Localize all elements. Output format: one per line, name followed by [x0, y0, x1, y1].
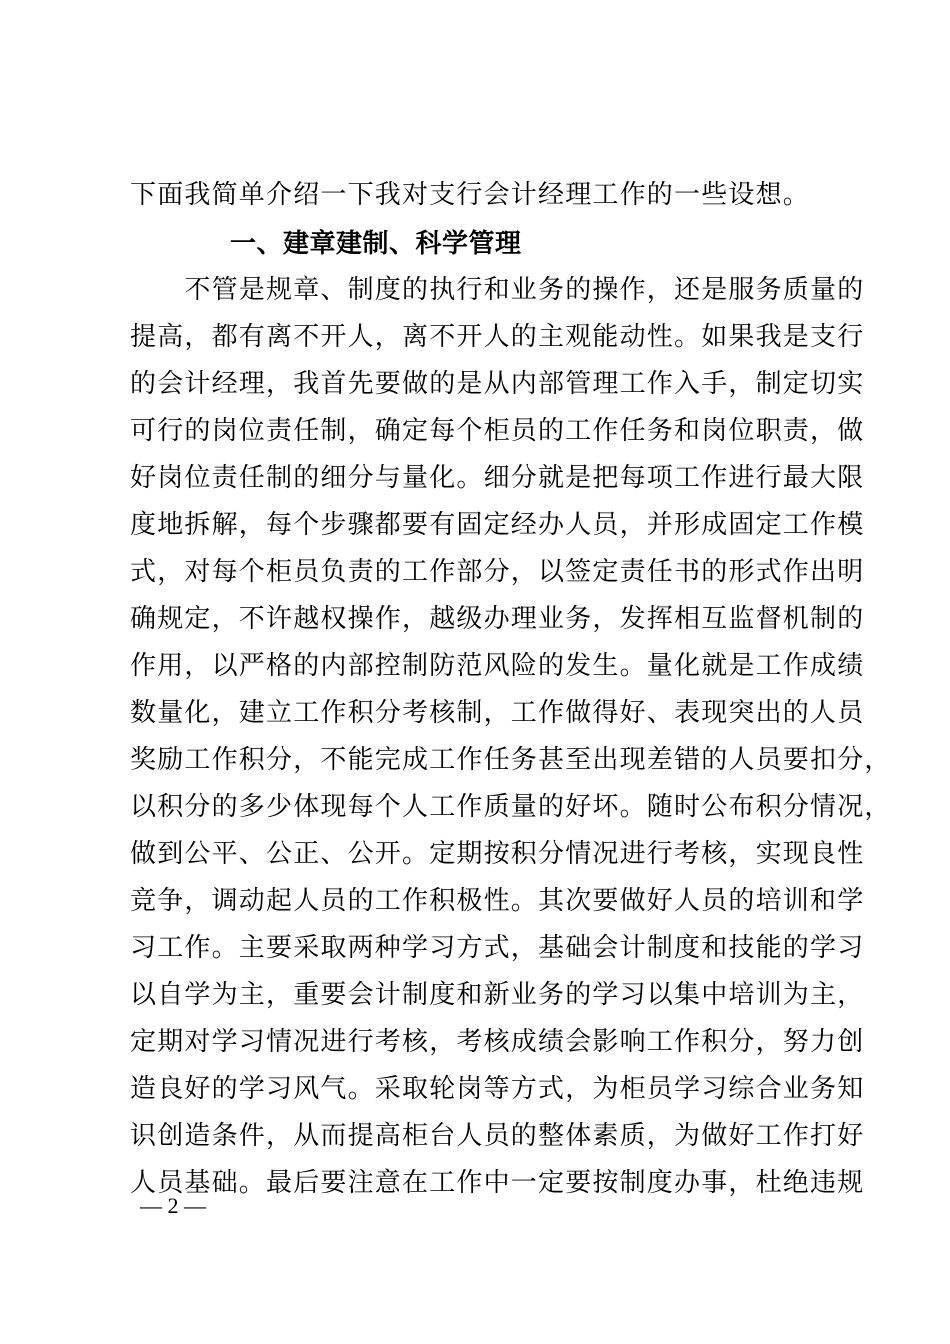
paragraph-line: 可行的岗位责任制，确定每个柜员的工作任务和岗位职责，做: [130, 416, 865, 446]
paragraph-line: 好岗位责任制的细分与量化。细分就是把每项工作进行最大限: [130, 463, 865, 493]
section-heading: 一、建章建制、科学管理: [230, 229, 522, 259]
paragraph-line: 度地拆解，每个步骤都要有固定经办人员，并形成固定工作模: [130, 510, 865, 540]
paragraph-line: 数量化，建立工作积分考核制，工作做得好、表现突出的人员: [130, 698, 865, 728]
paragraph-line: 以积分的多少体现每个人工作质量的好坏。随时公布积分情况，: [130, 792, 892, 822]
paragraph-line: 确规定，不许越权操作，越级办理业务，发挥相互监督机制的: [130, 604, 865, 634]
paragraph-line: 竞争，调动起人员的工作积极性。其次要做好人员的培训和学: [130, 886, 865, 916]
paragraph-line: 以自学为主，重要会计制度和新业务的学习以集中培训为主，: [130, 980, 865, 1010]
paragraph-line: 奖励工作积分，不能完成工作任务甚至出现差错的人员要扣分，: [130, 745, 892, 775]
paragraph-line: 式，对每个柜员负责的工作部分，以签定责任书的形式作出明: [130, 557, 865, 587]
paragraph-line: 定期对学习情况进行考核，考核成绩会影响工作积分，努力创: [130, 1027, 865, 1057]
paragraph-line: 造良好的学习风气。采取轮岗等方式，为柜员学习综合业务知: [130, 1074, 865, 1104]
paragraph-line: 不管是规章、制度的执行和业务的操作，还是服务质量的: [130, 275, 865, 305]
paragraph-line: 识创造条件，从而提高柜台人员的整体素质，为做好工作打好: [130, 1121, 865, 1151]
paragraph-line: 作用，以严格的内部控制防范风险的发生。量化就是工作成绩: [130, 651, 865, 681]
paragraph-line: 习工作。主要采取两种学习方式，基础会计制度和技能的学习: [130, 933, 865, 963]
paragraph-line: 的会计经理，我首先要做的是从内部管理工作入手，制定切实: [130, 369, 865, 399]
paragraph-line: 做到公平、公正、公开。定期按积分情况进行考核，实现良性: [130, 839, 865, 869]
paragraph-line: 人员基础。最后要注意在工作中一定要按制度办事，杜绝违规: [130, 1168, 865, 1198]
paragraph-line: 提高，都有离不开人，离不开人的主观能动性。如果我是支行: [130, 322, 865, 352]
intro-line: 下面我简单介绍一下我对支行会计经理工作的一些设想。: [130, 180, 811, 210]
page-number: — 2 —: [140, 1193, 206, 1218]
